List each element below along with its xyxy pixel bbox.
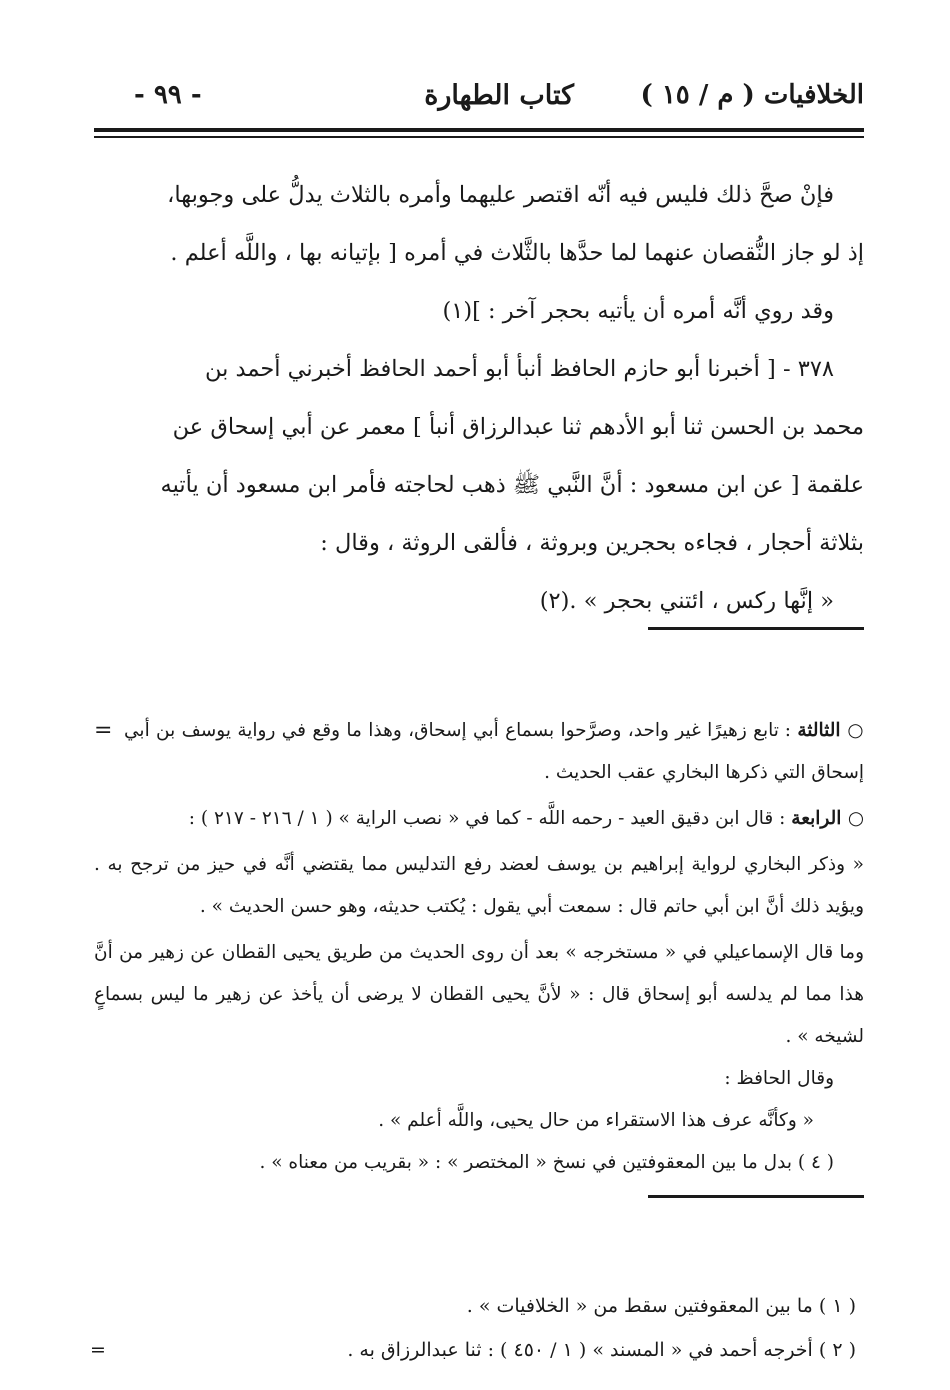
continued-notes bbox=[94, 710, 864, 1184]
footnotes bbox=[90, 1284, 864, 1372]
main-line: محمد بن الحسن ثنا أبو الأدهم ثنا عبدالرزاق أنبأ ] معمر عن أبي إسحاق عن bbox=[172, 414, 864, 440]
main-line: وقد روي أنَّه أمره أن يأتيه بحجر آخر : ](١) bbox=[442, 298, 834, 324]
main-line: فإنْ صحَّ ذلك فليس فيه أنّه اقتصر عليهما وأمره بالثلاث يدلُّ على وجوبها، bbox=[167, 182, 834, 208]
main-text bbox=[94, 166, 864, 630]
footnote-2-text: ( ٢ ) أخرجه أحمد في « المسند » ( ١ / ٤٥٠ ) : ثنا عبدالرزاق به . bbox=[347, 1339, 856, 1361]
main-line: علقمة [ عن ابن مسعود : أنَّ النَّبي ﷺ ذهب لحاجته فأمر ابن مسعود أن يأتيه bbox=[160, 472, 864, 498]
header-chapter-title: كتاب الطهارة bbox=[424, 80, 574, 111]
footnote-1: ( ١ ) ما بين المعقوفتين سقط من « الخلافيات » . bbox=[466, 1295, 856, 1317]
note-third-label: ○ الثالثة bbox=[797, 720, 865, 741]
separator-main-notes bbox=[648, 627, 864, 630]
book-page bbox=[90, 70, 865, 1361]
note-paragraph: وقال الحافظ : bbox=[724, 1068, 834, 1089]
footnote-2 bbox=[90, 1328, 864, 1372]
note-fourth-label: ○ الرابعة bbox=[791, 808, 864, 829]
header-book-title: الخلافيات ( م / ١٥ ) bbox=[640, 80, 864, 110]
note-fourth-text: : قال ابن دقيق العيد - رحمه اللَّه - كما في « نصب الراية » ( ١ / ٢١٦ - ٢١٧ ) : bbox=[188, 808, 786, 829]
hadith-number-line: ٣٧٨ - [ أخبرنا أبو حازم الحافظ أنبأ أبو أحمد الحافظ أخبرني أحمد بن bbox=[204, 356, 834, 382]
continuation-mark: = bbox=[94, 718, 113, 743]
header-rule-thick bbox=[94, 128, 864, 132]
hadith-quote: « إنَّها ركس ، ائتني بحجر » .(٢) bbox=[539, 588, 834, 614]
main-line: بثلاثة أحجار ، فجاءه بحجرين وبروثة ، فألقى الروثة ، وقال : bbox=[320, 530, 864, 556]
page-header bbox=[94, 70, 864, 128]
header-page-number: - ٩٩ - bbox=[134, 80, 202, 110]
note-paragraph: « وكأنَّه عرف هذا الاستقراء من حال يحيى، واللَّه أعلم » . bbox=[378, 1110, 814, 1131]
note-fourth bbox=[94, 798, 864, 840]
note-paragraph: ( ٤ ) بدل ما بين المعقوفتين في نسخ « المختصر » : « بقريب من معناه » . bbox=[259, 1152, 834, 1173]
note-paragraph: « وذكر البخاري لرواية إبراهيم بن يوسف لعضد رفع التدليس مما يقتضي أنَّه في حيز من ترجح به . ويؤيد ذلك أنَّ ابن أبي حاتم قال : سمعت أبي يقول : يُكتب حديثه، وهو حسن الحديث » . bbox=[94, 854, 864, 917]
header-rule-thin bbox=[94, 136, 864, 138]
note-paragraph: وما قال الإسماعيلي في « مستخرجه » بعد أن روى الحديث من طريق يحيى القطان عن زهير من أنَّ هذا مما لم يدلسه أبو إسحاق قال : « لأنَّ يحيى القطان لا يرضى أن يأخذ عن زهير ما ليس بسماعٍ لشيخه » . bbox=[94, 942, 864, 1047]
main-line: إذ لو جاز النُّقصان عنهما لما حدَّها بالثَّلاث في أمره [ بإتيانه بها ، واللَّه أعلم . bbox=[170, 240, 864, 266]
separator-footnotes bbox=[648, 1195, 864, 1198]
note-third-text: : تابع زهيرًا غير واحد، وصرَّحوا بسماع أبي إسحاق، وهذا ما وقع في رواية يوسف بن أبي إسحاق التي ذكرها البخاري عقب الحديث . bbox=[124, 720, 864, 783]
continuation-mark: = bbox=[90, 1339, 106, 1361]
note-third bbox=[94, 710, 864, 794]
